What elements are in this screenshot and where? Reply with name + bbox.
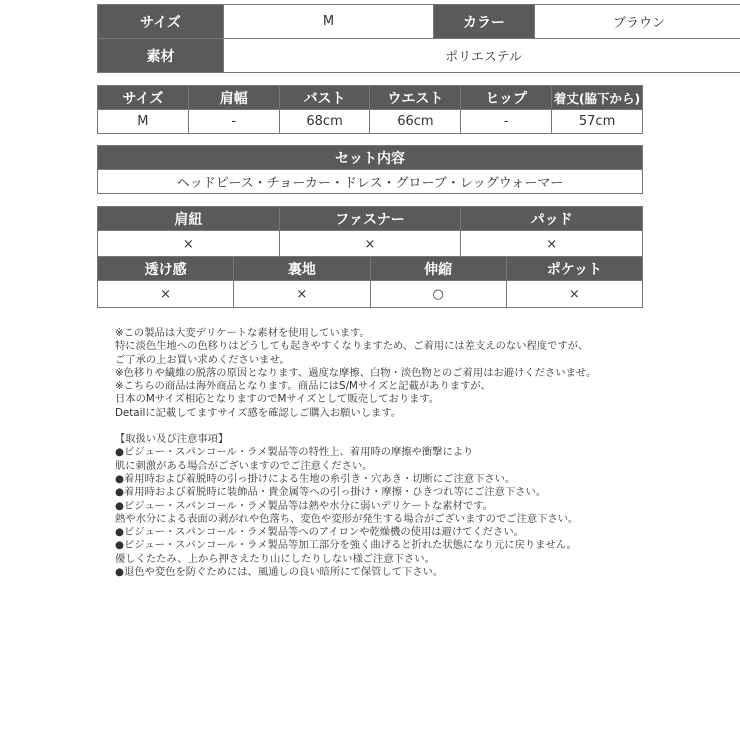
size-value: M: [224, 5, 434, 39]
care-heading: 【取扱い及び注意事項】: [115, 433, 229, 446]
feature-value: ×: [98, 281, 234, 308]
measure-value: M: [98, 110, 189, 134]
care-line: 優しくたたみ、上から押さえたり山にしたりしない様ご注意下さい。: [115, 552, 435, 565]
measure-value: -: [461, 110, 552, 134]
note-line: ご了承の上お買い求めくださいませ。: [115, 353, 290, 366]
note-line: Detailに記載してますサイズ感を確認しご購入お願いします。: [115, 406, 402, 419]
measure-header: サイズ: [98, 86, 189, 110]
measure-value: 68cm: [279, 110, 370, 134]
care-line: ●ビジュー・スパンコール・ラメ製品等は熱や水分に弱いデリケートな素材です。: [115, 499, 493, 512]
measure-header: 着丈(脇下から): [552, 86, 643, 110]
care-line: ●退色や変色を防ぐためには、風通しの良い暗所にて保管して下さい。: [115, 566, 444, 579]
note-line: ※色移りや繊維の脱落の原因となります、過度な摩擦、白物・淡色物とのご着用はお避けくださいませ。: [115, 366, 597, 379]
set-contents-value: ヘッドピース・チョーカー・ドレス・グローブ・レッグウォーマー: [98, 170, 643, 194]
size-label: サイズ: [98, 5, 224, 39]
material-label: 素材: [98, 39, 224, 73]
material-value: ポリエステル: [224, 39, 740, 73]
measurements-table: [97, 85, 643, 134]
feature-value: ×: [461, 231, 643, 258]
measure-value: -: [188, 110, 279, 134]
set-contents-table: [97, 145, 643, 194]
features-table-1: [97, 206, 643, 258]
note-line: ※この製品は大変デリケートな素材を使用しています。: [115, 327, 370, 339]
feature-header: 透け感: [98, 257, 234, 281]
feature-value: ×: [234, 281, 370, 308]
measure-header: ヒップ: [461, 86, 552, 110]
feature-header: パッド: [461, 207, 643, 231]
care-line: ●着用時および着脱時に装飾品・貴金属等への引っ掛け・摩擦・ひきつれ等にご注意下さい。: [115, 486, 547, 499]
measure-header: ウエスト: [370, 86, 461, 110]
color-value: ブラウン: [535, 5, 740, 39]
feature-header: ファスナー: [279, 207, 461, 231]
features-table-2: [97, 256, 643, 308]
notes-block: [115, 327, 675, 579]
care-line: 熱や水分による表面の剥がれや色落ち、変色や変形が発生する場合がございますのでご注意下さい。: [115, 512, 579, 525]
care-line: ●ビジュー・スパンコール・ラメ製品等の特性上、着用時の摩擦や衝撃により: [115, 446, 474, 459]
measure-value: 57cm: [552, 110, 643, 134]
feature-value: ×: [98, 231, 280, 258]
measure-header: 肩幅: [188, 86, 279, 110]
feature-value: ×: [279, 231, 461, 258]
note-line: 特に淡色生地への色移りはどうしても起きやすくなりますため、ご着用には差支えのない程度ですが、: [115, 340, 589, 353]
set-contents-label: セット内容: [98, 146, 643, 170]
care-line: 肌に刺激がある場合がございますのでご注意ください。: [115, 459, 373, 472]
note-line: ※こちらの商品は海外商品となります。商品にはS/Mサイズと記載がありますが、: [115, 380, 491, 393]
feature-header: 裏地: [234, 257, 370, 281]
feature-header: 伸縮: [370, 257, 506, 281]
care-line: ●ビジュー・スパンコール・ラメ製品等加工部分を強く曲げると折れた状態になり元に戻りません。: [115, 539, 577, 552]
care-line: ●ビジュー・スパンコール・ラメ製品等へのアイロンや乾燥機の使用は避けてください。: [115, 526, 524, 539]
note-line: 日本のMサイズ相応となりますのでMサイズとして販売しております。: [115, 393, 440, 406]
feature-header: ポケット: [506, 257, 642, 281]
color-label: カラー: [434, 5, 535, 39]
care-line: ●着用時および着脱時の引っ掛けによる生地の糸引き・穴あき・切断にご注意下さい。: [115, 472, 516, 485]
feature-header: 肩紐: [98, 207, 280, 231]
feature-value: ○: [370, 281, 506, 308]
measure-value: 66cm: [370, 110, 461, 134]
measure-header: バスト: [279, 86, 370, 110]
summary-table: [97, 4, 740, 73]
feature-value: ×: [506, 281, 642, 308]
